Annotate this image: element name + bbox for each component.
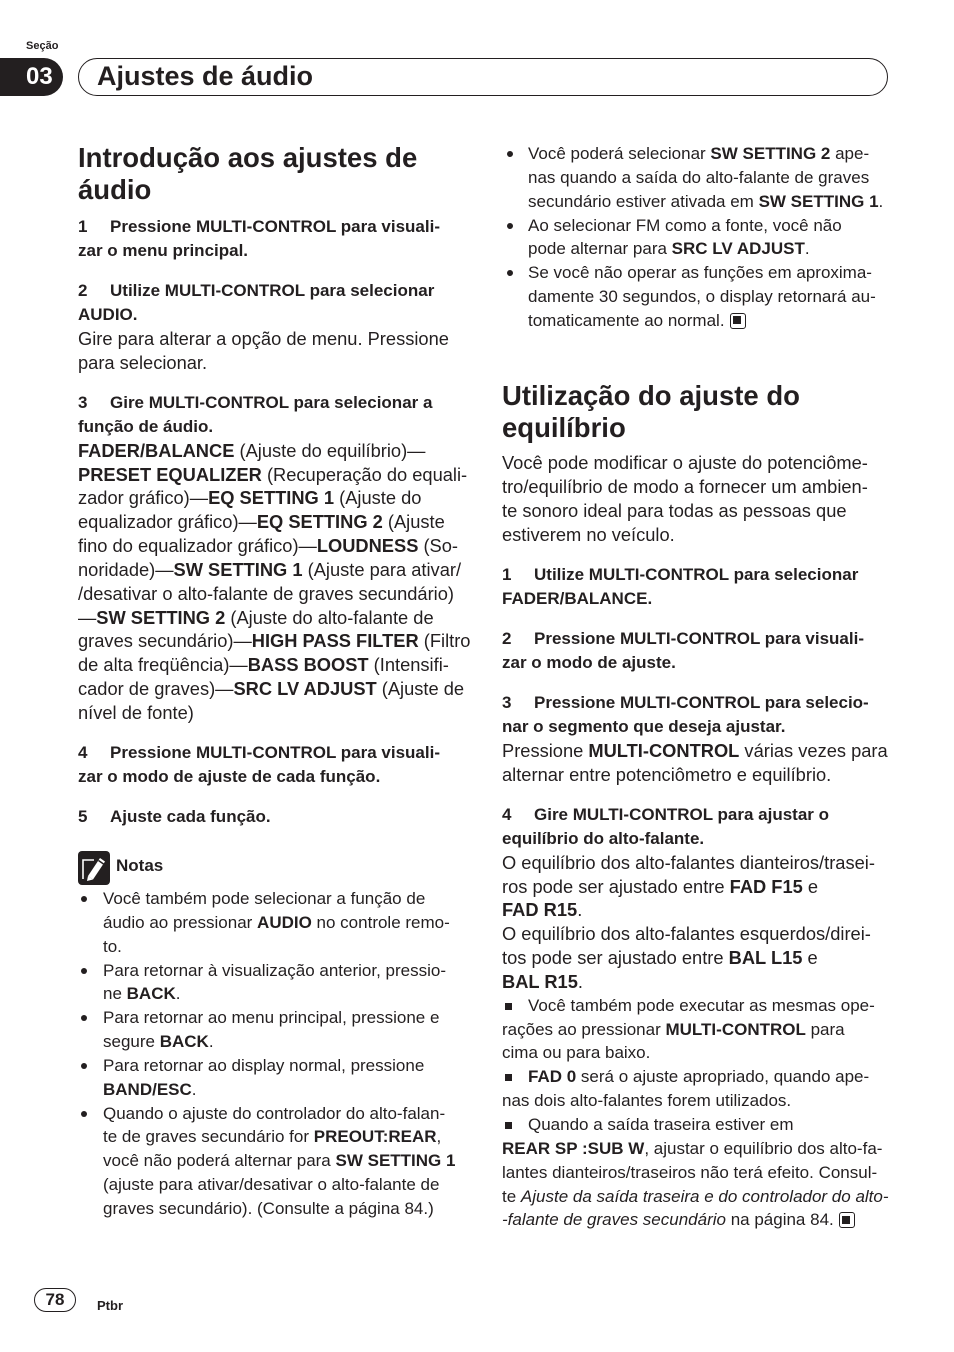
- step-line: AUDIO.: [78, 304, 138, 324]
- setting-term: FADER/BALANCE: [78, 439, 235, 461]
- body-text: .: [577, 970, 583, 992]
- note-text: graves secundário). (Consulte a página 84.): [103, 1198, 434, 1218]
- note-text: Ao selecionar FM como a fonte, você não: [528, 215, 842, 235]
- setting-term: SW SETTING 1: [173, 558, 303, 580]
- step-line: [502, 563, 858, 587]
- key-term: SW SETTING 2: [710, 144, 831, 163]
- note-item: [502, 214, 883, 262]
- step-line: [502, 691, 888, 715]
- note-item: [78, 1006, 455, 1054]
- key-term: MULTI-CONTROL: [588, 739, 740, 761]
- note-line: [502, 237, 883, 261]
- tip-text: cima ou para baixo.: [502, 1043, 651, 1063]
- notes-list-continued: [502, 142, 883, 333]
- note-item: [502, 142, 883, 214]
- body-text: O equilíbrio dos alto-falantes dianteiros/trasei-: [502, 851, 875, 873]
- body-line: [502, 739, 888, 763]
- bullet-icon: [507, 151, 513, 157]
- step-line: [78, 741, 440, 765]
- body-line: Você pode modificar o ajuste do potenciôme-: [502, 452, 868, 473]
- body-text: (So-: [418, 535, 459, 557]
- body-text: tos pode ser ajustado entre: [502, 947, 729, 969]
- section-number: 03: [26, 63, 53, 90]
- body-text: (Intensifi-: [368, 654, 449, 676]
- note-line: [78, 911, 455, 935]
- note-line: [78, 1197, 455, 1221]
- note-text: áudio ao pressionar: [103, 912, 258, 932]
- note-item: [78, 1054, 455, 1102]
- body-line: [502, 875, 889, 899]
- body-line: estiverem no veículo.: [502, 523, 675, 545]
- bullet-icon: [81, 1063, 87, 1069]
- heading-line: Introdução aos ajustes de: [78, 142, 418, 173]
- note-line: [78, 1078, 455, 1102]
- end-mark-icon: [839, 1212, 855, 1228]
- note-item: [78, 1102, 455, 1221]
- bullet-icon: [81, 896, 87, 902]
- tip-text: será o ajuste apropriado, quando ape-: [576, 1067, 870, 1087]
- setting-term: BASS BOOST: [247, 654, 369, 676]
- tip-line: [502, 1065, 889, 1089]
- note-text: .: [175, 984, 181, 1004]
- section-label: Seção: [26, 40, 59, 52]
- setting-term: LOUDNESS: [316, 535, 419, 557]
- body-text: ros pode ser ajustado entre: [502, 875, 730, 897]
- key-term: FAD R15: [502, 899, 578, 921]
- body-text: (Ajuste do: [334, 487, 422, 509]
- body-line: [502, 970, 889, 994]
- body-text: e: [802, 947, 818, 969]
- step-line: FADER/BALANCE.: [502, 588, 653, 608]
- body-line: [502, 946, 889, 970]
- body-line: [78, 629, 470, 653]
- body-line: [78, 582, 470, 606]
- end-mark-icon: [730, 313, 746, 329]
- body-text: (Ajuste: [382, 511, 445, 533]
- step-number: 2: [502, 629, 512, 648]
- note-line: [78, 1030, 455, 1054]
- step-text: Pressione MULTI-CONTROL para visuali-: [534, 629, 864, 648]
- key-term: BAL L15: [728, 947, 803, 969]
- square-bullet-icon: [505, 1074, 512, 1081]
- step-2: [502, 627, 864, 675]
- balance-heading: [502, 380, 800, 444]
- body-line: [502, 898, 889, 922]
- body-line: [78, 677, 470, 701]
- setting-term: EQ SETTING 1: [208, 487, 335, 509]
- step-text: Pressione MULTI-CONTROL para visuali-: [110, 217, 440, 236]
- key-term: BAND/ESC: [103, 1079, 192, 1099]
- bullet-icon: [81, 1111, 87, 1117]
- step-text: Utilize MULTI-CONTROL para selecionar: [534, 565, 859, 584]
- note-text: segure: [103, 1032, 160, 1052]
- body-text: equalizador gráfico)—: [78, 511, 257, 533]
- key-term: SW SETTING 1: [335, 1151, 456, 1171]
- section-title: Ajustes de áudio: [97, 61, 314, 91]
- note-line: [502, 190, 883, 214]
- step-line: função de áudio.: [78, 416, 214, 436]
- tip-line: [502, 1018, 889, 1042]
- step-line: [78, 279, 449, 303]
- step-4: [502, 803, 889, 1232]
- key-term: BAL R15: [502, 970, 578, 992]
- body-text: alternar entre potenciômetro e equilíbrio.: [502, 763, 832, 785]
- note-line: [78, 982, 455, 1006]
- bullet-icon: [507, 223, 513, 229]
- note-line: [78, 1006, 455, 1030]
- note-text: to.: [103, 936, 122, 956]
- bullet-icon: [81, 1015, 87, 1021]
- step-text: Pressione MULTI-CONTROL para visuali-: [110, 743, 440, 762]
- note-line: [502, 214, 883, 238]
- tip-line: [502, 994, 889, 1018]
- step-number: 5: [78, 807, 88, 826]
- tip-line: [502, 1208, 889, 1232]
- step-line: [502, 803, 889, 827]
- end-mark-fill: [842, 1216, 850, 1224]
- note-text: você não poderá alternar para: [103, 1151, 336, 1171]
- note-text: Para retornar à visualização anterior, pressio-: [103, 960, 446, 980]
- note-line: [78, 887, 455, 911]
- note-line: [502, 309, 883, 333]
- note-text: Para retornar ao display normal, pressione: [103, 1055, 425, 1075]
- key-term: FAD 0: [528, 1067, 577, 1087]
- body-line: [78, 486, 470, 510]
- step-line: zar o modo de ajuste de cada função.: [78, 766, 381, 786]
- body-text: fino do equalizador gráfico)—: [78, 535, 317, 557]
- note-text: no controle remo-: [311, 912, 450, 932]
- note-line: [78, 959, 455, 983]
- language-code: Ptbr: [97, 1298, 123, 1313]
- body-text: cador de graves)—: [78, 678, 234, 700]
- body-line: para selecionar.: [78, 351, 208, 373]
- note-text: .: [878, 191, 884, 211]
- step-text: Pressione MULTI-CONTROL para selecio-: [534, 693, 869, 712]
- note-line: [502, 261, 883, 285]
- tip-item: [502, 1113, 889, 1232]
- cross-reference-title: -falante de graves secundário: [502, 1210, 726, 1230]
- note-line: [78, 1102, 455, 1126]
- body-text: graves secundário)—: [78, 630, 252, 652]
- setting-term: PRESET EQUALIZER: [78, 463, 262, 485]
- step-number: 1: [78, 217, 88, 236]
- note-line: [78, 1054, 455, 1078]
- step-4: [78, 741, 440, 789]
- note-text: te de graves secundário for: [103, 1127, 314, 1147]
- note-text: Se você não operar as funções em aproxima-: [528, 263, 872, 283]
- body-text: Pressione: [502, 739, 589, 761]
- note-text: ,: [436, 1127, 442, 1147]
- step-line: nar o segmento que deseja ajustar.: [502, 716, 786, 736]
- body-text: noridade)—: [78, 558, 174, 580]
- tip-text: Você também pode executar as mesmas ope-: [528, 995, 875, 1015]
- note-line: [502, 285, 883, 309]
- body-text: (Ajuste de: [376, 678, 465, 700]
- pencil-note-icon: [78, 851, 110, 885]
- note-text: Para retornar ao menu principal, pressione e: [103, 1008, 440, 1028]
- tip-text: te: [502, 1186, 521, 1206]
- end-mark-fill: [733, 316, 741, 324]
- note-text: ne: [103, 984, 127, 1004]
- step-5: [78, 805, 271, 829]
- body-text: nível de fonte): [78, 701, 194, 723]
- square-bullet-icon: [505, 1003, 512, 1010]
- body-line: [78, 653, 470, 677]
- notes-title: Notas: [116, 856, 164, 875]
- note-item: [78, 959, 455, 1007]
- heading-line: áudio: [78, 174, 152, 205]
- tip-line: [502, 1041, 889, 1065]
- step-1: [502, 563, 858, 611]
- tip-line: [502, 1161, 889, 1185]
- section-number-tab: [0, 58, 63, 96]
- setting-term: SW SETTING 2: [96, 606, 226, 628]
- step-line: zar o menu principal.: [78, 240, 249, 260]
- step-2: [78, 279, 449, 374]
- intro-heading: [78, 142, 417, 206]
- cross-reference-title: Ajuste da saída traseira e do controlador do alto-: [520, 1186, 889, 1206]
- tip-text: nas dois alto-falantes forem utilizados.: [502, 1091, 792, 1111]
- body-line: [502, 763, 888, 787]
- note-text: secundário estiver ativada em: [528, 191, 759, 211]
- note-line: [78, 1125, 455, 1149]
- step-number: 4: [502, 805, 512, 824]
- tip-text: Quando a saída traseira estiver em: [528, 1114, 794, 1134]
- tip-item: [502, 994, 889, 1066]
- heading-line: Utilização do ajuste do: [502, 380, 800, 411]
- step-line: zar o modo de ajuste.: [502, 652, 676, 672]
- page-number-badge: [34, 1288, 76, 1312]
- body-line: [78, 510, 470, 534]
- note-item: [502, 261, 883, 333]
- key-term: FAD F15: [729, 875, 803, 897]
- note-line: [502, 142, 883, 166]
- tip-item: [502, 1065, 889, 1113]
- note-text: .: [191, 1079, 197, 1099]
- note-text: damente 30 segundos, o display retornará au-: [528, 287, 876, 307]
- note-line: [78, 935, 455, 959]
- key-term: MULTI-CONTROL: [665, 1019, 806, 1039]
- key-term: SRC LV ADJUST: [671, 239, 805, 259]
- note-text: tomaticamente ao normal.: [528, 310, 725, 330]
- body-text: /desativar o alto-falante de graves secundário): [78, 582, 454, 604]
- body-text: zador gráfico)—: [78, 487, 209, 509]
- body-line: [78, 439, 470, 463]
- body-text: várias vezes para: [739, 739, 888, 761]
- body-text: (Ajuste do equilíbrio)—: [234, 439, 426, 461]
- square-bullet-icon: [505, 1122, 512, 1129]
- setting-term: EQ SETTING 2: [256, 511, 383, 533]
- note-text: Você poderá selecionar: [528, 144, 711, 163]
- step-text: Gire MULTI-CONTROL para selecionar a: [110, 393, 433, 412]
- step-1: [78, 215, 440, 263]
- body-line: [78, 534, 470, 558]
- body-line: Gire para alterar a opção de menu. Pressione: [78, 327, 449, 349]
- step-number: 1: [502, 565, 512, 584]
- body-text: (Recuperação do equali-: [261, 463, 468, 485]
- tip-line: [502, 1137, 889, 1161]
- note-text: (ajuste para ativar/desativar o alto-falante de: [103, 1175, 440, 1195]
- tip-line: [502, 1113, 889, 1137]
- step-3: [78, 391, 470, 725]
- body-line: [502, 922, 889, 946]
- body-text: de alta freqüência)—: [78, 654, 248, 676]
- tip-text: rações ao pressionar: [502, 1019, 666, 1039]
- body-text: O equilíbrio dos alto-falantes esquerdos/direi-: [502, 923, 871, 945]
- bullet-icon: [507, 270, 513, 276]
- tip-line: [502, 1185, 889, 1209]
- body-text: (Ajuste para ativar/: [302, 558, 462, 580]
- body-line: [78, 606, 470, 630]
- step-line: [78, 805, 271, 829]
- body-line: [502, 851, 889, 875]
- step-text: Gire MULTI-CONTROL para ajustar o: [534, 805, 830, 824]
- balance-intro: [502, 451, 868, 546]
- page-number: 78: [45, 1290, 65, 1309]
- tip-line: [502, 1089, 889, 1113]
- step-text: Ajuste cada função.: [110, 807, 271, 826]
- key-term: SW SETTING 1: [758, 191, 879, 211]
- body-text: e: [802, 875, 819, 897]
- tip-text: na página 84.: [725, 1210, 834, 1230]
- key-term: BACK: [126, 984, 176, 1004]
- body-text: (Ajuste do alto-falante de: [225, 606, 434, 628]
- body-text: (Filtro: [418, 630, 471, 652]
- note-item: [78, 887, 455, 959]
- section-title-box: [78, 58, 888, 96]
- step-line: equilíbrio do alto-falante.: [502, 828, 705, 848]
- key-term: REAR SP :SUB W: [502, 1138, 645, 1158]
- body-line: te sonoro ideal para todas as pessoas que: [502, 499, 847, 521]
- note-text: Você também pode selecionar a função de: [103, 889, 426, 908]
- step-number: 2: [78, 281, 88, 300]
- note-line: [78, 1149, 455, 1173]
- body-text: .: [577, 899, 583, 921]
- note-text: pode alternar para: [528, 239, 672, 259]
- setting-term: SRC LV ADJUST: [233, 678, 377, 700]
- step-number: 3: [78, 393, 88, 412]
- bullet-icon: [81, 968, 87, 974]
- step-text: Utilize MULTI-CONTROL para selecionar: [110, 281, 435, 300]
- body-line: [78, 701, 470, 725]
- note-line: [502, 166, 883, 190]
- step-line: [78, 215, 440, 239]
- key-term: AUDIO: [257, 912, 312, 932]
- note-text: ape-: [830, 144, 870, 163]
- notes-list: [78, 887, 455, 1221]
- body-text: —: [78, 606, 97, 628]
- setting-term: HIGH PASS FILTER: [251, 630, 419, 652]
- body-line: [78, 558, 470, 582]
- tip-text: , ajustar o equilíbrio dos alto-fa-: [644, 1138, 883, 1158]
- key-term: BACK: [159, 1032, 209, 1052]
- note-line: [78, 1173, 455, 1197]
- note-text: Quando o ajuste do controlador do alto-falan-: [103, 1103, 446, 1123]
- step-number: 4: [78, 743, 88, 762]
- heading-line: equilíbrio: [502, 412, 626, 443]
- step-3: [502, 691, 888, 786]
- note-text: .: [804, 239, 810, 259]
- tip-text: lantes dianteiros/traseiros não terá efeito. Consul-: [502, 1162, 878, 1182]
- key-term: PREOUT:REAR: [313, 1127, 437, 1147]
- step-line: [502, 627, 864, 651]
- body-line: [78, 463, 470, 487]
- notes-header: [78, 851, 278, 885]
- note-text: nas quando a saída do alto-falante de graves: [528, 167, 870, 187]
- step-line: [78, 391, 470, 415]
- note-text: .: [208, 1032, 214, 1052]
- body-line: tro/equilíbrio de modo a fornecer um ambien-: [502, 475, 868, 497]
- tip-text: para: [805, 1019, 845, 1039]
- step-number: 3: [502, 693, 512, 712]
